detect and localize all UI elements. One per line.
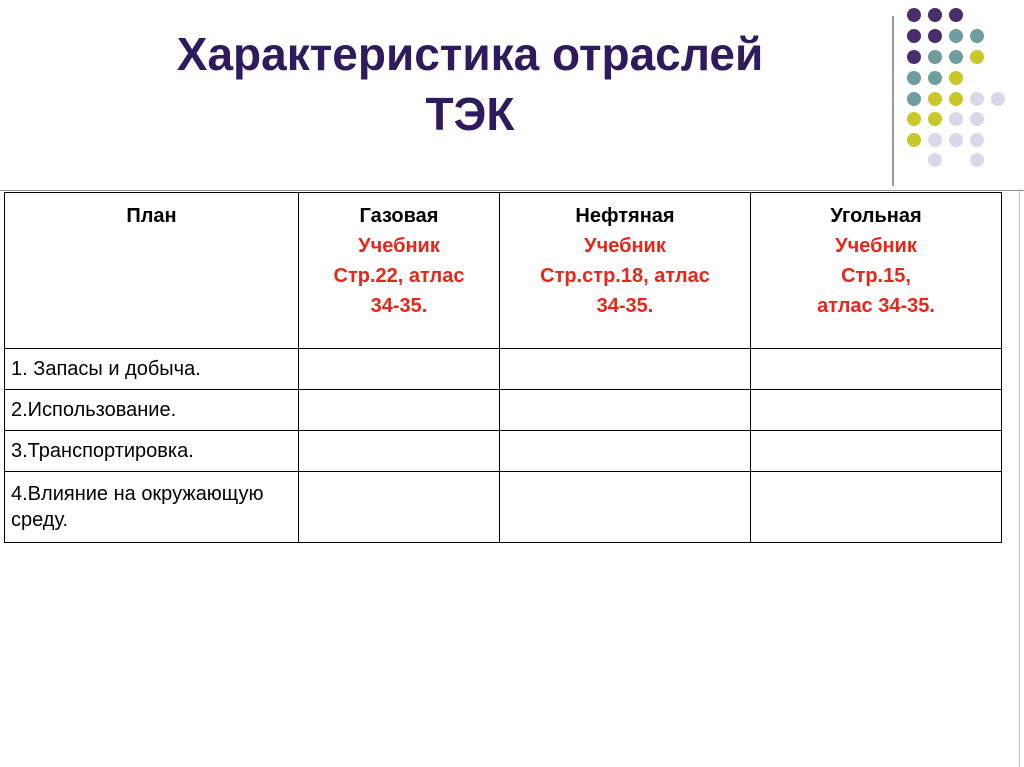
decorative-dot: [907, 71, 921, 85]
table-cell-gas: [299, 431, 500, 472]
header-gas: [299, 193, 500, 349]
decorative-dot: [928, 112, 942, 126]
decorative-dot: [949, 50, 963, 64]
row-plan-label: 4.Влияние на окружающую среду.: [5, 472, 299, 543]
table-cell-oil: [500, 472, 751, 543]
table-header-row: [5, 193, 1002, 349]
table-cell-coal: [751, 431, 1002, 472]
header-coal: [751, 193, 1002, 349]
header-oil-ref-1: Учебник: [584, 235, 666, 257]
decorative-dot: [949, 112, 963, 126]
header-coal-ref-2: Стр.15,: [841, 265, 911, 287]
table-cell-oil: [500, 349, 751, 390]
decorative-dot: [949, 71, 963, 85]
decorative-dot: [928, 29, 942, 43]
header-gas-ref-2: Стр.22, атлас: [333, 265, 465, 287]
decorative-dot: [949, 92, 963, 106]
tek-table: [4, 192, 1002, 543]
table-cell-gas: [299, 390, 500, 431]
decorative-dot: [907, 92, 921, 106]
header-coal-ref-3: атлас 34-35.: [817, 295, 935, 317]
table-cell-coal: [751, 472, 1002, 543]
decorative-dot: [949, 133, 963, 147]
decorative-dot: [970, 112, 984, 126]
header-gas-ref-3: 34-35.: [370, 295, 428, 317]
header-plan-title: План: [126, 205, 177, 227]
decorative-dot: [928, 153, 942, 167]
header-plan: [5, 193, 299, 349]
decorative-dot: [928, 50, 942, 64]
title-divider-line: [0, 190, 1024, 191]
decorative-dot: [970, 50, 984, 64]
decorative-dot: [907, 112, 921, 126]
title-line-1: Характеристика отраслей: [176, 28, 764, 80]
row-plan-label: 2.Использование.: [5, 390, 299, 431]
table-cell-coal: [751, 349, 1002, 390]
table-row: [5, 349, 1002, 390]
decorative-dot: [907, 50, 921, 64]
decorative-dot: [907, 29, 921, 43]
header-oil-ref-2: Стр.стр.18, атлас: [540, 265, 710, 287]
decorative-dot: [928, 92, 942, 106]
decorative-dot: [928, 71, 942, 85]
decorative-dot: [928, 8, 942, 22]
decorative-dot: [970, 153, 984, 167]
decorative-dot: [970, 29, 984, 43]
table-cell-gas: [299, 472, 500, 543]
decorative-vertical-line: [892, 16, 894, 186]
table-cell-coal: [751, 390, 1002, 431]
table-row: [5, 390, 1002, 431]
decorative-dot: [991, 92, 1005, 106]
header-gas-ref-1: Учебник: [358, 235, 440, 257]
slide-title: [100, 24, 840, 144]
title-line-2: ТЭК: [425, 88, 515, 140]
decorative-dot: [949, 29, 963, 43]
table-cell-oil: [500, 431, 751, 472]
decorative-dot: [928, 133, 942, 147]
table-row: [5, 431, 1002, 472]
header-oil: [500, 193, 751, 349]
decorative-dot: [970, 133, 984, 147]
table-cell-oil: [500, 390, 751, 431]
decorative-dot: [970, 92, 984, 106]
table-row: [5, 472, 1002, 543]
row-plan-label: 3.Транспортировка.: [5, 431, 299, 472]
header-oil-title: Нефтяная: [575, 205, 675, 227]
header-coal-title: Угольная: [830, 205, 922, 227]
decorative-dot: [907, 8, 921, 22]
table-cell-gas: [299, 349, 500, 390]
row-plan-label: 1. Запасы и добыча.: [5, 349, 299, 390]
header-oil-ref-3: 34-35.: [596, 295, 654, 317]
decorative-dot: [949, 8, 963, 22]
decorative-dot: [907, 133, 921, 147]
header-gas-title: Газовая: [359, 205, 439, 227]
slide-right-edge: [1019, 190, 1020, 767]
header-coal-ref-1: Учебник: [835, 235, 917, 257]
